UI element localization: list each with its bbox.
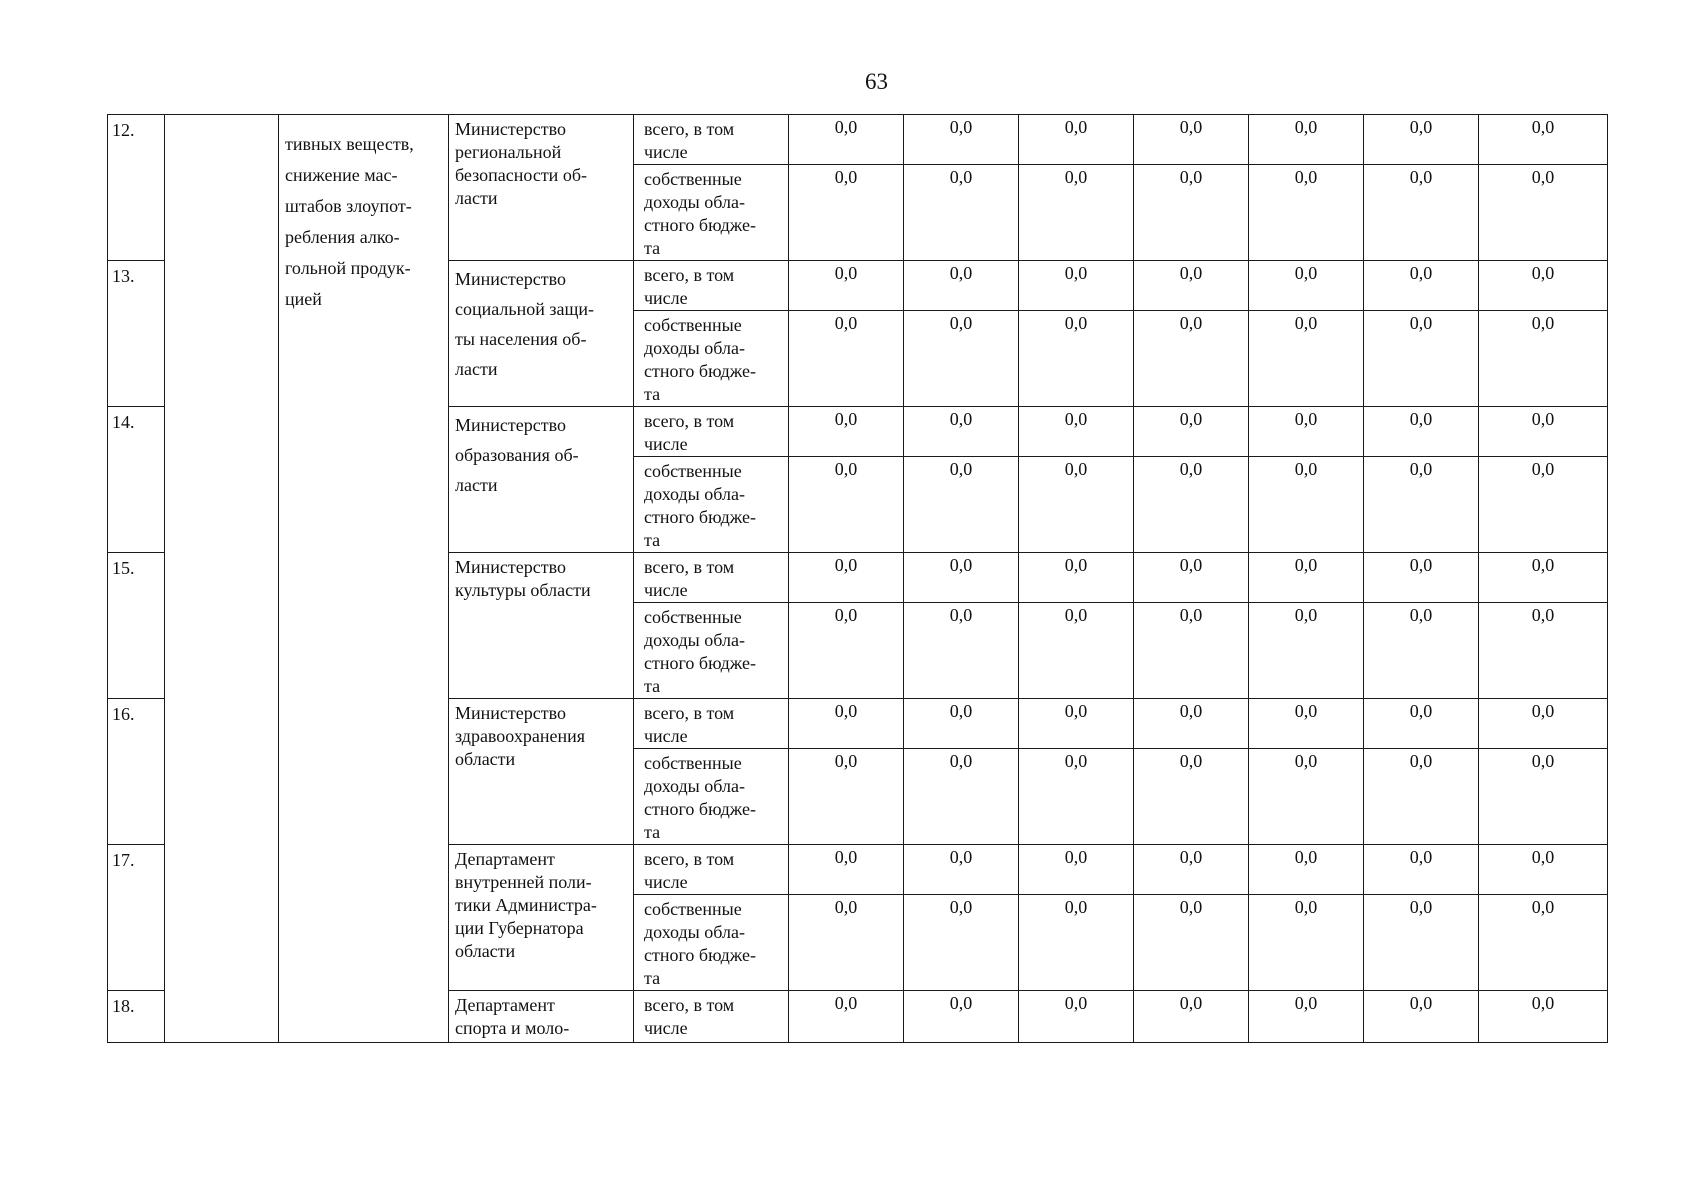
value-cell: 0,0: [904, 991, 1019, 1043]
value-cell: 0,0: [789, 457, 904, 553]
value-cell: 0,0: [1249, 115, 1364, 165]
text-line: собственные: [644, 169, 742, 189]
value-cell: 0,0: [1019, 261, 1134, 311]
value-cell: 0,0: [1019, 407, 1134, 457]
source-total-label: [634, 699, 789, 749]
value-cell: 0,0: [789, 991, 904, 1043]
text-line: безопасности об-: [455, 165, 587, 185]
source-own-label: [634, 603, 789, 699]
value-cell: 0,0: [1364, 603, 1479, 699]
text-line: спорта и моло-: [455, 1018, 570, 1038]
value-cell: 0,0: [1134, 603, 1249, 699]
value-cell: 0,0: [789, 895, 904, 991]
text-line: области: [455, 941, 516, 961]
value-cell: 0,0: [1134, 845, 1249, 895]
value-cell: 0,0: [1249, 991, 1364, 1043]
text-line: та: [644, 968, 661, 988]
value-cell: 0,0: [1019, 991, 1134, 1043]
source-total-label: [634, 407, 789, 457]
value-cell: 0,0: [904, 603, 1019, 699]
text-line: цией: [285, 289, 322, 309]
value-cell: 0,0: [1364, 115, 1479, 165]
value-cell: 0,0: [904, 895, 1019, 991]
text-line: ты населения об-: [455, 329, 587, 349]
value-cell: 0,0: [1479, 895, 1608, 991]
row-number: 13.: [108, 261, 165, 407]
value-cell: 0,0: [904, 457, 1019, 553]
text-line: всего, в том: [644, 265, 735, 285]
value-cell: 0,0: [789, 845, 904, 895]
value-cell: 0,0: [789, 165, 904, 261]
value-cell: 0,0: [1479, 991, 1608, 1043]
executor-cell: [449, 407, 634, 553]
text-line: тивных веществ,: [285, 134, 414, 154]
text-line: ласти: [455, 475, 498, 495]
text-line: всего, в том: [644, 703, 735, 723]
value-cell: 0,0: [1249, 553, 1364, 603]
text-line: та: [644, 822, 661, 842]
value-cell: 0,0: [1134, 261, 1249, 311]
executor-cell: [449, 991, 634, 1043]
value-cell: 0,0: [1364, 311, 1479, 407]
value-cell: 0,0: [904, 115, 1019, 165]
row-number: 12.: [108, 115, 165, 261]
text-line: числе: [644, 726, 688, 746]
value-cell: 0,0: [1249, 165, 1364, 261]
value-cell: 0,0: [789, 261, 904, 311]
value-cell: 0,0: [1479, 699, 1608, 749]
value-cell: 0,0: [1019, 603, 1134, 699]
text-line: доходы обла-: [644, 922, 745, 942]
value-cell: 0,0: [1364, 895, 1479, 991]
text-line: доходы обла-: [644, 192, 745, 212]
value-cell: 0,0: [789, 603, 904, 699]
source-total-label: [634, 115, 789, 165]
text-line: та: [644, 530, 661, 550]
value-cell: 0,0: [1479, 603, 1608, 699]
value-cell: 0,0: [904, 407, 1019, 457]
value-cell: 0,0: [1364, 553, 1479, 603]
value-cell: 0,0: [1134, 165, 1249, 261]
value-cell: 0,0: [1249, 845, 1364, 895]
value-cell: 0,0: [1134, 749, 1249, 845]
value-cell: 0,0: [789, 699, 904, 749]
text-line: числе: [644, 288, 688, 308]
text-line: всего, в том: [644, 557, 735, 577]
value-cell: 0,0: [1364, 749, 1479, 845]
value-cell: 0,0: [1134, 311, 1249, 407]
text-line: стного бюдже-: [644, 799, 756, 819]
source-own-label: [634, 165, 789, 261]
executor-cell: [449, 699, 634, 845]
source-total-label: [634, 991, 789, 1043]
text-line: Министерство: [455, 557, 566, 577]
text-line: собственные: [644, 461, 742, 481]
text-line: области: [455, 749, 516, 769]
value-cell: 0,0: [1479, 165, 1608, 261]
text-line: внутренней поли-: [455, 872, 592, 892]
value-cell: 0,0: [1479, 457, 1608, 553]
text-line: всего, в том: [644, 995, 735, 1015]
value-cell: 0,0: [1019, 311, 1134, 407]
text-line: ребления алко-: [285, 227, 400, 247]
text-line: снижение мас-: [285, 165, 398, 185]
text-line: штабов злоупот-: [285, 196, 412, 216]
executor-cell: [449, 553, 634, 699]
text-line: всего, в том: [644, 119, 735, 139]
text-line: собственные: [644, 899, 742, 919]
value-cell: 0,0: [1364, 991, 1479, 1043]
text-line: Департамент: [455, 995, 555, 1015]
text-line: доходы обла-: [644, 484, 745, 504]
value-cell: 0,0: [1249, 407, 1364, 457]
value-cell: 0,0: [904, 749, 1019, 845]
value-cell: 0,0: [1479, 407, 1608, 457]
text-line: региональной: [455, 142, 562, 162]
text-line: образования об-: [455, 445, 579, 465]
value-cell: 0,0: [789, 115, 904, 165]
value-cell: 0,0: [904, 553, 1019, 603]
program-description-cell: [279, 115, 449, 1043]
text-line: гольной продук-: [285, 258, 411, 278]
value-cell: 0,0: [1019, 845, 1134, 895]
text-line: собственные: [644, 607, 742, 627]
value-cell: 0,0: [1364, 845, 1479, 895]
row-number: 15.: [108, 553, 165, 699]
text-line: собственные: [644, 315, 742, 335]
text-line: социальной защи-: [455, 299, 594, 319]
text-line: Министерство: [455, 703, 566, 723]
value-cell: 0,0: [1134, 699, 1249, 749]
value-cell: 0,0: [904, 699, 1019, 749]
text-line: ласти: [455, 359, 498, 379]
text-line: числе: [644, 434, 688, 454]
value-cell: 0,0: [789, 749, 904, 845]
text-line: ции Губернатора: [455, 918, 584, 938]
value-cell: 0,0: [1134, 407, 1249, 457]
source-own-label: [634, 457, 789, 553]
value-cell: 0,0: [1364, 261, 1479, 311]
executor-cell: [449, 845, 634, 991]
value-cell: 0,0: [1249, 603, 1364, 699]
value-cell: 0,0: [1364, 165, 1479, 261]
value-cell: 0,0: [1364, 457, 1479, 553]
source-own-label: [634, 749, 789, 845]
value-cell: 0,0: [1134, 553, 1249, 603]
text-line: Министерство: [455, 119, 566, 139]
text-line: та: [644, 676, 661, 696]
value-cell: 0,0: [904, 261, 1019, 311]
value-cell: 0,0: [1249, 895, 1364, 991]
value-cell: 0,0: [789, 553, 904, 603]
text-line: культуры области: [455, 580, 591, 600]
value-cell: 0,0: [1249, 699, 1364, 749]
text-line: всего, в том: [644, 411, 735, 431]
value-cell: 0,0: [1019, 165, 1134, 261]
value-cell: 0,0: [1479, 261, 1608, 311]
text-line: стного бюдже-: [644, 361, 756, 381]
source-own-label: [634, 895, 789, 991]
source-total-label: [634, 845, 789, 895]
value-cell: 0,0: [1019, 553, 1134, 603]
value-cell: 0,0: [1134, 991, 1249, 1043]
value-cell: 0,0: [904, 165, 1019, 261]
value-cell: 0,0: [1479, 749, 1608, 845]
value-cell: 0,0: [1249, 749, 1364, 845]
text-line: числе: [644, 1018, 688, 1038]
value-cell: 0,0: [1019, 895, 1134, 991]
row-number: 14.: [108, 407, 165, 553]
page-number: 63: [865, 69, 888, 94]
row-number: 18.: [108, 991, 165, 1043]
value-cell: 0,0: [1019, 699, 1134, 749]
budget-table: [107, 114, 1608, 1043]
source-total-label: [634, 261, 789, 311]
text-line: собственные: [644, 753, 742, 773]
text-line: доходы обла-: [644, 776, 745, 796]
value-cell: 0,0: [1364, 407, 1479, 457]
text-line: доходы обла-: [644, 338, 745, 358]
value-cell: 0,0: [1249, 261, 1364, 311]
text-line: Министерство: [455, 269, 566, 289]
text-line: доходы обла-: [644, 630, 745, 650]
text-line: стного бюдже-: [644, 653, 756, 673]
row-number: 16.: [108, 699, 165, 845]
table-row: [108, 115, 1608, 165]
text-line: тики Администра-: [455, 895, 597, 915]
value-cell: 0,0: [1249, 311, 1364, 407]
text-line: всего, в том: [644, 849, 735, 869]
value-cell: 0,0: [1479, 311, 1608, 407]
value-cell: 0,0: [904, 311, 1019, 407]
text-line: стного бюдже-: [644, 507, 756, 527]
source-total-label: [634, 553, 789, 603]
text-line: здравоохранения: [455, 726, 586, 746]
value-cell: 0,0: [1134, 115, 1249, 165]
value-cell: 0,0: [1019, 115, 1134, 165]
value-cell: 0,0: [789, 407, 904, 457]
text-line: ласти: [455, 188, 498, 208]
value-cell: 0,0: [1134, 895, 1249, 991]
text-line: числе: [644, 872, 688, 892]
executor-cell: [449, 261, 634, 407]
value-cell: 0,0: [789, 311, 904, 407]
value-cell: 0,0: [1479, 553, 1608, 603]
source-own-label: [634, 311, 789, 407]
text-line: стного бюдже-: [644, 945, 756, 965]
value-cell: 0,0: [1249, 457, 1364, 553]
value-cell: 0,0: [1019, 749, 1134, 845]
value-cell: 0,0: [1364, 699, 1479, 749]
text-line: та: [644, 238, 661, 258]
text-line: стного бюдже-: [644, 215, 756, 235]
text-line: числе: [644, 142, 688, 162]
value-cell: 0,0: [1019, 457, 1134, 553]
value-cell: 0,0: [904, 845, 1019, 895]
row-number: 17.: [108, 845, 165, 991]
text-line: та: [644, 384, 661, 404]
text-line: Департамент: [455, 849, 555, 869]
value-cell: 0,0: [1479, 845, 1608, 895]
executor-cell: [449, 115, 634, 261]
value-cell: 0,0: [1134, 457, 1249, 553]
empty-column-cell: [165, 115, 279, 1043]
text-line: числе: [644, 580, 688, 600]
text-line: Министерство: [455, 415, 566, 435]
value-cell: 0,0: [1479, 115, 1608, 165]
